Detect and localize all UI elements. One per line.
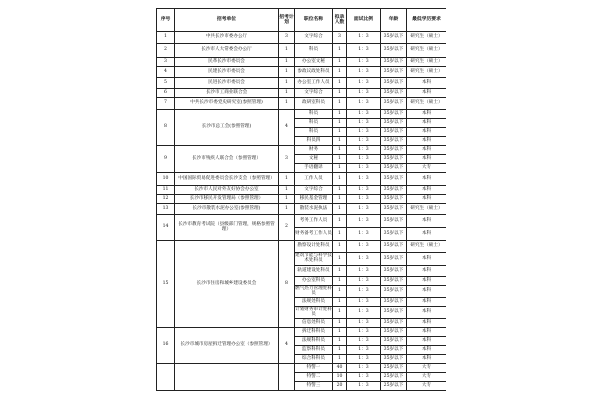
row-count: 1 — [333, 186, 347, 195]
row-position: 特警二 — [295, 373, 333, 382]
row-no: 12 — [157, 195, 175, 204]
row-plan: 4 — [279, 110, 295, 146]
row-no: 11 — [157, 186, 175, 195]
row-age: 25岁以下 — [381, 373, 407, 382]
row-position: 拆迁科科员 — [295, 328, 333, 337]
row-age: 35岁以下 — [381, 337, 407, 346]
row-ratio: 1：3 — [347, 186, 381, 195]
row-position: 燃气热力管理处科员 — [295, 285, 332, 296]
row-ratio: 1：3 — [347, 298, 381, 307]
row-count: 1 — [333, 44, 347, 58]
row-count: 1 — [333, 266, 347, 277]
table-row — [157, 328, 447, 337]
header-unit: 招考单位 — [175, 9, 279, 32]
row-unit: 长沙市住房和城乡建设委员会 — [175, 241, 279, 328]
row-position: 科员 — [295, 128, 333, 137]
row-ratio: 1：3 — [347, 355, 381, 364]
row-no: 6 — [157, 89, 175, 98]
row-edu: 本科 — [407, 137, 447, 146]
row-age: 35岁以下 — [381, 204, 407, 215]
row-unit: 长沙市散装水泥办公室(参照管理) — [175, 204, 279, 215]
row-ratio: 1：3 — [347, 346, 381, 355]
row-count: 1 — [333, 204, 347, 215]
header-ratio: 面试比例 — [347, 9, 381, 32]
row-edu: 本科 — [407, 253, 447, 266]
row-unit: 中共长沙市委党史研究室(参照管理) — [175, 98, 279, 110]
row-count: 10 — [333, 373, 347, 382]
row-edu: 本科 — [407, 119, 447, 128]
row-no: 2 — [157, 44, 175, 58]
row-ratio: 1：3 — [347, 164, 381, 173]
row-count: 1 — [333, 128, 347, 137]
row-no: 4 — [157, 67, 175, 78]
row-age: 35岁以下 — [381, 155, 407, 164]
row-ratio: 1：3 — [347, 337, 381, 346]
row-position: 文字综合 — [295, 32, 333, 44]
row-plan: 1 — [279, 186, 295, 195]
row-edu: 本科 — [407, 228, 447, 241]
row-count: 1 — [333, 67, 347, 78]
row-age: 35岁以下 — [381, 128, 407, 137]
row-age: 35岁以下 — [381, 307, 407, 319]
row-position: 移民基金管理 — [295, 195, 333, 204]
row-age: 35岁以下 — [381, 195, 407, 204]
row-plan: 1 — [279, 78, 295, 89]
row-age: 35岁以下 — [381, 355, 407, 364]
row-position: 科员 — [295, 119, 333, 128]
row-edu: 大专 — [407, 382, 447, 391]
row-edu: 本科 — [407, 319, 447, 328]
row-ratio: 1：3 — [347, 241, 381, 253]
row-age: 35岁以下 — [381, 319, 407, 328]
row-position: 财务 — [295, 146, 333, 155]
row-no: 16 — [157, 328, 175, 364]
header-position: 职位名称 — [295, 9, 333, 32]
row-ratio: 1：3 — [347, 215, 381, 228]
row-plan: 4 — [279, 328, 295, 364]
row-age: 35岁以下 — [381, 110, 407, 119]
row-position: 计划财务审计处科员 — [295, 306, 332, 317]
row-position: 财务备考工作人员 — [295, 228, 333, 241]
row-edu: 本科 — [407, 355, 447, 364]
row-position: 办公室科员 — [295, 277, 333, 286]
table-row — [157, 98, 447, 110]
row-count: 3 — [333, 32, 347, 44]
row-unit: 长沙市人民对外友好协会办公室 — [175, 186, 279, 195]
row-unit: 中国国际贸易促进委员会长沙支会（参照管理） — [175, 173, 279, 186]
row-position: 参政议政处科员 — [295, 67, 333, 78]
row-count: 1 — [333, 110, 347, 119]
row-age: 35岁以下 — [381, 78, 407, 89]
row-count: 1 — [333, 173, 347, 186]
row-ratio: 1：3 — [347, 89, 381, 98]
row-ratio: 1：3 — [347, 58, 381, 67]
row-position: 法规处科员 — [295, 298, 333, 307]
row-ratio: 1：3 — [347, 32, 381, 44]
row-plan: 8 — [279, 241, 295, 328]
row-plan: 3 — [279, 146, 295, 173]
row-plan: 1 — [279, 204, 295, 215]
table-row — [157, 67, 447, 78]
row-age: 35岁以下 — [381, 277, 407, 286]
row-edu: 本科 — [407, 266, 447, 277]
row-position: 建筑节能与科学技术处科员 — [295, 253, 333, 266]
row-edu: 本科 — [407, 186, 447, 195]
row-unit: 民建长沙市委员会 — [175, 67, 279, 78]
row-age: 35岁以下 — [381, 346, 407, 355]
row-count: 1 — [333, 137, 347, 146]
row-edu: 本科 — [407, 215, 447, 228]
row-age: 35岁以下 — [381, 32, 407, 44]
row-count: 1 — [333, 89, 347, 98]
table-row — [157, 58, 447, 67]
row-unit: 长沙市移民开发管理局（参照管理） — [175, 195, 279, 204]
row-no: 1 — [157, 32, 175, 44]
row-ratio: 1：3 — [347, 253, 381, 266]
row-unit: 长沙市残疾人联合会（参照管理） — [175, 146, 279, 173]
row-count: 1 — [333, 78, 347, 89]
row-unit — [175, 364, 279, 391]
row-position: 信息处科员 — [295, 319, 333, 328]
row-edu: 本科 — [407, 195, 447, 204]
row-edu: 大专 — [407, 364, 447, 373]
row-edu: 研究生（硕士） — [407, 32, 447, 44]
row-plan: 1 — [279, 173, 295, 186]
row-ratio: 1：3 — [347, 307, 381, 319]
row-count: 1 — [333, 286, 347, 298]
row-no: 13 — [157, 204, 175, 215]
row-ratio: 1：3 — [347, 128, 381, 137]
row-unit: 长沙市总工会(参照管理) — [175, 110, 279, 146]
row-plan: 1 — [279, 58, 295, 67]
row-count: 1 — [333, 164, 347, 173]
row-edu: 本科 — [407, 155, 447, 164]
row-edu: 研究生（硕士） — [407, 58, 447, 67]
row-edu: 研究生（硕士） — [407, 241, 447, 253]
row-count: 1 — [333, 195, 347, 204]
row-no: 14 — [157, 215, 175, 241]
row-position: 手语翻译 — [295, 164, 333, 173]
row-count: 1 — [333, 58, 347, 67]
row-edu: 研究生（硕士） — [407, 44, 447, 58]
header-no: 序号 — [157, 9, 175, 32]
row-ratio: 1：3 — [347, 382, 381, 391]
row-ratio: 1：3 — [347, 373, 381, 382]
row-edu: 研究生（硕士） — [407, 204, 447, 215]
row-no: 5 — [157, 78, 175, 89]
row-plan: 1 — [279, 44, 295, 58]
row-edu: 本科 — [407, 110, 447, 119]
table-row — [157, 204, 447, 215]
table-row — [157, 89, 447, 98]
row-ratio: 1：3 — [347, 319, 381, 328]
row-plan: 3 — [279, 32, 295, 44]
row-edu: 本科 — [407, 337, 447, 346]
row-position: 文秘 — [295, 155, 333, 164]
row-unit: 民革长沙市委员会 — [175, 58, 279, 67]
row-plan: 1 — [279, 98, 295, 110]
row-ratio: 1：3 — [347, 277, 381, 286]
row-age: 35岁以下 — [381, 67, 407, 78]
row-count: 1 — [333, 155, 347, 164]
row-no: 15 — [157, 241, 175, 328]
row-ratio: 1：3 — [347, 195, 381, 204]
row-count: 1 — [333, 253, 347, 266]
row-age: 25岁以下 — [381, 382, 407, 391]
row-age: 35岁以下 — [381, 164, 407, 173]
row-age: 35岁以下 — [381, 253, 407, 266]
row-position: 工作人员 — [295, 173, 333, 186]
row-count: 1 — [333, 319, 347, 328]
row-ratio: 1：3 — [347, 204, 381, 215]
row-count: 1 — [333, 355, 347, 364]
row-count: 1 — [333, 346, 347, 355]
row-age: 35岁以下 — [381, 286, 407, 298]
row-unit: 民进长沙市委员会 — [175, 78, 279, 89]
row-age: 35岁以下 — [381, 119, 407, 128]
row-no: 10 — [157, 173, 175, 186]
row-ratio: 1：3 — [347, 110, 381, 119]
table-row — [157, 173, 447, 186]
row-edu: 研究生（硕士） — [407, 98, 447, 110]
table-row — [157, 186, 447, 195]
row-count: 1 — [333, 241, 347, 253]
row-position: 散装水泥执法 — [295, 204, 333, 215]
row-count: 1 — [333, 215, 347, 228]
row-plan: 2 — [279, 215, 295, 241]
row-edu: 本科 — [407, 173, 447, 186]
row-age: 35岁以下 — [381, 266, 407, 277]
row-edu: 本科 — [407, 346, 447, 355]
row-unit: 中共长沙市委办公厅 — [175, 32, 279, 44]
row-position: 特警一 — [295, 364, 333, 373]
row-ratio: 1：3 — [347, 137, 381, 146]
row-position: 考务工作人员 — [295, 215, 333, 228]
row-edu: 本科 — [407, 277, 447, 286]
row-unit: 长沙市城市房屋拆迁管理办公室（参照管理） — [175, 328, 279, 364]
row-ratio: 1：3 — [347, 44, 381, 58]
header-count: 拟录人数 — [333, 9, 347, 32]
row-age: 35岁以下 — [381, 44, 407, 58]
row-position: 科员四 — [295, 137, 333, 146]
row-count: 1 — [333, 307, 347, 319]
row-position: 政研室科员 — [295, 98, 333, 110]
table-row — [157, 241, 447, 253]
row-ratio: 1：3 — [347, 155, 381, 164]
row-position: 科员 — [295, 44, 333, 58]
table-row — [157, 44, 447, 58]
row-count: 1 — [333, 98, 347, 110]
row-count: 1 — [333, 328, 347, 337]
document-page — [156, 8, 446, 400]
row-ratio: 1：3 — [347, 98, 381, 110]
table-row — [157, 78, 447, 89]
row-age: 35岁以下 — [381, 228, 407, 241]
row-ratio: 1：3 — [347, 67, 381, 78]
row-plan: 1 — [279, 67, 295, 78]
table-row — [157, 110, 447, 119]
row-no: 9 — [157, 146, 175, 173]
row-count: 1 — [333, 146, 347, 155]
row-age: 35岁以下 — [381, 98, 407, 110]
row-count: 1 — [333, 298, 347, 307]
row-age: 35岁以下 — [381, 89, 407, 98]
row-count: 1 — [333, 277, 347, 286]
row-edu: 本科 — [407, 146, 447, 155]
row-edu: 大专 — [407, 373, 447, 382]
table-row — [157, 32, 447, 44]
row-count: 1 — [333, 228, 347, 241]
row-age: 25岁以下 — [381, 364, 407, 373]
row-position: 办公室文秘 — [295, 58, 333, 67]
row-age: 35岁以下 — [381, 137, 407, 146]
row-edu: 本科 — [407, 128, 447, 137]
row-plan: 1 — [279, 195, 295, 204]
row-ratio: 1：3 — [347, 78, 381, 89]
row-plan: 1 — [279, 89, 295, 98]
row-age: 35岁以下 — [381, 328, 407, 337]
row-no: 7 — [157, 98, 175, 110]
row-position: 科员 — [295, 110, 333, 119]
row-age: 35岁以下 — [381, 241, 407, 253]
row-count: 40 — [333, 364, 347, 373]
row-ratio: 1：3 — [347, 266, 381, 277]
row-count: 1 — [333, 119, 347, 128]
row-position: 法规科科员 — [295, 337, 333, 346]
table-row — [157, 146, 447, 155]
row-age: 35岁以下 — [381, 146, 407, 155]
row-ratio: 1：3 — [347, 328, 381, 337]
row-position: 监察科科员 — [295, 346, 333, 355]
row-no — [157, 364, 175, 391]
row-position: 综合科科员 — [295, 355, 333, 364]
table-header-row — [157, 9, 447, 32]
row-plan — [279, 364, 295, 391]
row-edu: 本科 — [407, 78, 447, 89]
row-count: 1 — [333, 337, 347, 346]
row-ratio: 1：3 — [347, 173, 381, 186]
row-age: 35岁以下 — [381, 186, 407, 195]
row-age: 35岁以下 — [381, 173, 407, 186]
row-position: 勘察设计处科员 — [295, 241, 333, 253]
table-row — [157, 215, 447, 228]
row-unit: 长沙市人大常委会办公厅 — [175, 44, 279, 58]
row-age: 35岁以下 — [381, 58, 407, 67]
row-age: 35岁以下 — [381, 298, 407, 307]
header-edu: 最低学历要求 — [407, 9, 447, 32]
row-count: 20 — [333, 382, 347, 391]
row-no: 8 — [157, 110, 175, 146]
recruitment-table — [156, 8, 446, 391]
row-edu: 本科 — [407, 328, 447, 337]
row-ratio: 1：3 — [347, 286, 381, 298]
row-age: 35岁以下 — [381, 215, 407, 228]
row-position: 文字综合 — [295, 89, 333, 98]
row-no: 3 — [157, 58, 175, 67]
row-ratio: 1：3 — [347, 228, 381, 241]
row-ratio: 1：3 — [347, 119, 381, 128]
row-ratio: 1：3 — [347, 364, 381, 373]
row-position: 特警三 — [295, 382, 333, 391]
row-position: 轨道建设处科员 — [295, 266, 333, 277]
table-row — [157, 364, 447, 373]
row-position: 办公室工作人员 — [295, 78, 333, 89]
row-unit: 长沙市工商业联合会 — [175, 89, 279, 98]
row-edu: 研究生（硕士） — [407, 67, 447, 78]
row-unit: 长沙市教育考试院（县级部门管理，规格参照管理） — [175, 215, 279, 241]
row-edu: 本科 — [407, 286, 447, 298]
row-edu: 本科 — [407, 298, 447, 307]
row-ratio: 1：3 — [347, 146, 381, 155]
table-row — [157, 195, 447, 204]
row-edu: 本科 — [407, 307, 447, 319]
header-age: 年龄 — [381, 9, 407, 32]
row-edu: 大专 — [407, 164, 447, 173]
header-plan: 招考计划 — [279, 9, 295, 32]
row-edu: 本科 — [407, 89, 447, 98]
row-position: 文字综合 — [295, 186, 333, 195]
